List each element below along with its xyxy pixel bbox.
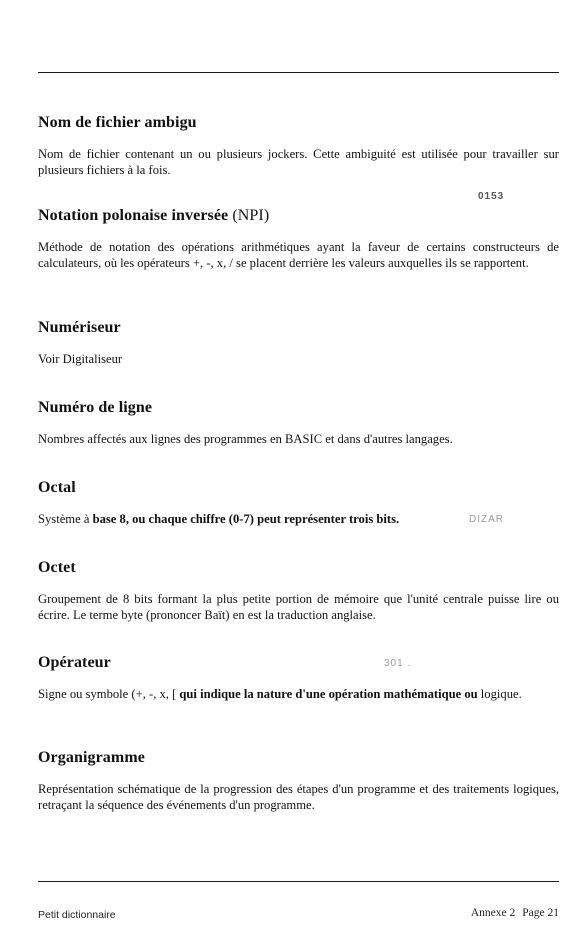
stray-mark: 0153 [478,191,505,202]
definition-bold-text: qui indique la nature d'une opération mathématique ou [179,687,478,701]
footer-page-number: Page 21 [522,907,559,919]
top-rule [38,72,559,73]
entry-operateur [38,653,559,703]
entry-numero-de-ligne [38,398,559,448]
term-heading: Nom de fichier ambigu [38,114,197,131]
stray-mark: 301 . [384,658,412,669]
term-definition: Voir Digitaliseur [38,352,123,366]
definition-text-tail: logique. [477,687,522,701]
term-heading [38,206,559,226]
definition-text: Signe ou symbole (+, -, x, [ [38,687,180,701]
entry-nom-de-fichier-ambigu [38,113,559,178]
footer-annex: Annexe 2 [470,907,516,919]
entry-notation-polonaise-inversee [38,206,559,271]
entry-organigramme [38,748,559,813]
term-definition: Représentation schématique de la progression des étapes d'un programme et des traitements logiques, retraçant la séquence des événements d'un programme. [38,782,559,812]
footer-title: Petit dictionnaire [38,909,116,921]
term-heading: Organigramme [38,749,145,766]
term-heading: Numéro de ligne [38,399,153,416]
term-definition: Méthode de notation des opérations arithmétiques ayant la faveur de certains constructeurs de calculateurs, où les opérateurs +, -, x, / se placent derrière les valeurs auxquelles ils se rapportent. [38,240,559,270]
term-definition: Nom de fichier contenant un ou plusieurs jockers. Cette ambiguité est utilisée pour travailler sur plusieurs fichiers à la fois. [38,147,559,177]
definition-text: Système à [38,512,93,526]
term-heading: Octet [38,559,76,576]
term-name: Notation polonaise inversée [38,207,229,224]
bottom-rule [38,881,559,882]
entry-octet [38,558,559,623]
term-definition [38,687,559,703]
term-definition: Groupement de 8 bits formant la plus petite portion de mémoire que l'unité centrale puisse lire ou écrire. Le terme byte (prononcer Baït) en est la traduction anglaise. [38,592,559,622]
term-definition: Nombres affectés aux lignes des programmes en BASIC et dans d'autres langages. [38,432,453,446]
term-abbreviation: (NPI) [228,207,270,224]
term-heading: Octal [38,479,76,496]
entry-numeriseur [38,318,559,368]
stray-mark: DIZAR [469,514,504,525]
term-heading: Numériseur [38,319,121,336]
term-heading: Opérateur [38,654,111,671]
footer-page-info [471,907,559,919]
definition-bold-text: base 8, ou chaque chiffre (0-7) peut représenter trois bits. [92,512,400,526]
